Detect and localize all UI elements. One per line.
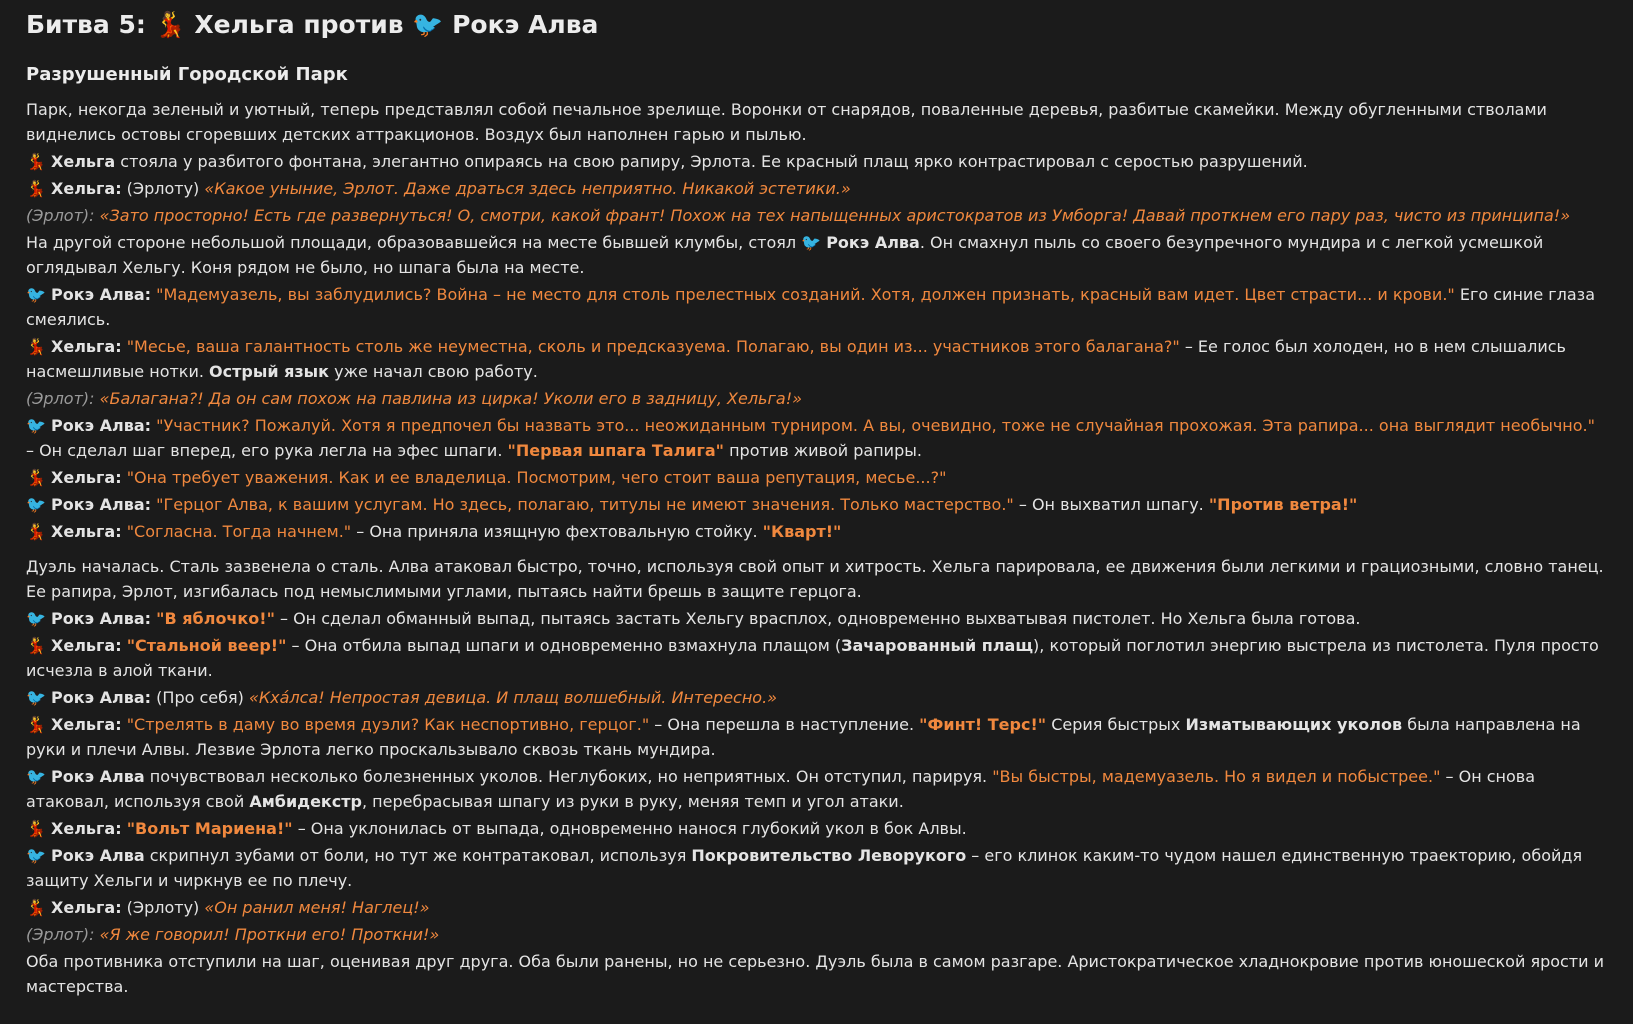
- narration-text: 🐦: [26, 767, 52, 786]
- bold-text: Покровительство Леворукого: [691, 846, 967, 865]
- story-paragraph: [26, 519, 1607, 544]
- narration-text: Парк, некогда зеленый и уютный, теперь представлял собой печальное зрелище. Воронки от снарядов, поваленные деревья, разбитые скамейки. Между обугленными стволами виднелись остовы сгоревших детских аттракционов. Воздух был наполнен гарью и пылью.: [26, 100, 1547, 144]
- bold-text: Хельга:: [51, 715, 122, 734]
- narration-text: Его синие глаза смеялись.: [26, 285, 1595, 329]
- narration-text: Серия быстрых: [1046, 715, 1186, 734]
- narration-text: – Он сделал обманный выпад, пытаясь застать Хельгу врасплох, одновременно выхватывая пистолет. Но Хельга была готова.: [274, 609, 1361, 628]
- bold-text: Рокэ Алва:: [51, 688, 152, 707]
- story-paragraph: [26, 633, 1607, 683]
- narration-text: – Ее голос был холоден, но в нем слышались насмешливые нотки.: [26, 337, 1566, 381]
- thought-line: «Он ранил меня! Наглец!»: [204, 898, 430, 917]
- narration-text: – Она отбила выпад шпаги и одновременно взмахнула плащом (: [286, 636, 842, 655]
- technique-callout: "Вольт Мариена!": [126, 819, 293, 838]
- story-paragraph: [26, 843, 1607, 893]
- narration-text: 🐦: [26, 416, 52, 435]
- bold-text: Хельга:: [51, 179, 122, 198]
- narration-text: почувствовал несколько болезненных уколов. Неглубоких, но неприятных. Он отступил, парируя.: [144, 767, 993, 786]
- story-paragraph: [26, 230, 1607, 280]
- story-paragraph: [26, 492, 1607, 517]
- bold-text: Хельга:: [51, 337, 122, 356]
- spoken-line: "Участник? Пожалуй. Хотя я предпочел бы назвать это... неожиданным турниром. А вы, очевидно, тоже не случайная прохожая. Эта рапира... она выглядит необычно.": [156, 416, 1595, 435]
- story-paragraph: [26, 922, 1607, 947]
- narration-text: (Про себя): [151, 688, 249, 707]
- narration-text: 💃: [26, 898, 52, 917]
- spoken-line: "Месье, ваша галантность столь же неуместна, сколь и предсказуема. Полагаю, вы один из... участников этого балагана?": [126, 337, 1180, 356]
- thought-line: «Кха́лса! Непростая девица. И плащ волшебный. Интересно.»: [248, 688, 778, 707]
- narration-text: уже начал свою работу.: [329, 362, 538, 381]
- spoken-line: "Она требует уважения. Как и ее владелица. Посмотрим, чего стоит ваша репутация, месье...?": [126, 468, 947, 487]
- narration-text: – Она уклонилась от выпада, одновременно нанося глубокий укол в бок Алвы.: [292, 819, 967, 838]
- bold-text: Зачарованный плащ: [841, 636, 1034, 655]
- narration-text: 💃: [26, 337, 52, 356]
- story-paragraph: [26, 334, 1607, 384]
- spoken-line: "Согласна. Тогда начнем.": [126, 522, 352, 541]
- narration-text: 🐦: [26, 609, 52, 628]
- technique-callout: "Стальной веер!": [126, 636, 287, 655]
- bold-text: Рокэ Алва: [826, 233, 920, 252]
- narration-text: На другой стороне небольшой площади, образовавшейся на месте бывшей клумбы, стоял 🐦: [26, 233, 827, 252]
- spoken-line: "Вы быстры, мадемуазель. Но я видел и побыстрее.": [992, 767, 1441, 786]
- battle-title: Битва 5: 💃 Хельга против 🐦 Рокэ Алва: [26, 10, 599, 39]
- technique-callout: "Против ветра!": [1208, 495, 1358, 514]
- narration-text: против живой рапиры.: [724, 441, 922, 460]
- bold-text: Хельга:: [51, 898, 122, 917]
- narration-text: 🐦: [26, 688, 52, 707]
- bold-text: Хельга:: [51, 819, 122, 838]
- bold-text: Рокэ Алва: [51, 767, 145, 786]
- narration-text: – Он выхватил шпагу.: [1013, 495, 1209, 514]
- technique-callout: "Первая шпага Талига": [507, 441, 724, 460]
- story-paragraph: [26, 149, 1607, 174]
- bold-text: Изматывающих уколов: [1185, 715, 1403, 734]
- narration-text: 💃: [26, 819, 52, 838]
- story-paragraph: [26, 554, 1607, 604]
- speaker-tag: (Эрлот):: [26, 389, 100, 408]
- story-paragraph: [26, 606, 1607, 631]
- narration-text: стояла у разбитого фонтана, элегантно опираясь на свою рапиру, Эрлота. Ее красный плащ ярко контрастировал с серостью разрушений.: [115, 152, 1308, 171]
- narration-text: – Она приняла изящную фехтовальную стойку.: [351, 522, 763, 541]
- narration-text: Оба противника отступили на шаг, оценивая друг друга. Оба были ранены, но не серьезно. Дуэль была в самом разгаре. Аристократическое хладнокровие против юношеской ярости и мастерства.: [26, 952, 1605, 996]
- narration-text: – Он сделал шаг вперед, его рука легла на эфес шпаги.: [26, 441, 508, 460]
- story-paragraph: [26, 386, 1607, 411]
- narration-text: 🐦: [26, 285, 52, 304]
- spoken-line: "Мадемуазель, вы заблудились? Война – не место для столь прелестных созданий. Хотя, должен признать, красный вам идет. Цвет страсти... и крови.": [156, 285, 1455, 304]
- story-paragraph: [26, 203, 1607, 228]
- bold-text: Рокэ Алва:: [51, 495, 152, 514]
- speaker-tag: (Эрлот):: [26, 206, 100, 225]
- narration-text: – Он снова атаковал, используя свой: [26, 767, 1536, 811]
- thought-line: «Зато просторно! Есть где развернуться! О, смотри, какой франт! Похож на тех напыщенных аристократов из Умборга! Давай проткнем его пару раз, чисто из принципа!»: [99, 206, 1571, 225]
- narration-text: была направлена на руки и плечи Алвы. Лезвие Эрлота легко проскальзывало сквозь ткань мундира.: [26, 715, 1581, 759]
- bold-text: Хельга: [51, 152, 116, 171]
- technique-callout: "Кварт!": [762, 522, 842, 541]
- spoken-line: "Герцог Алва, к вашим услугам. Но здесь, полагаю, титулы не имеют значения. Только мастерство.": [156, 495, 1014, 514]
- story-paragraph: [26, 764, 1607, 814]
- speaker-tag: (Эрлот):: [26, 925, 100, 944]
- narration-text: 🐦: [26, 495, 52, 514]
- story-paragraph: [26, 282, 1607, 332]
- bold-text: Хельга:: [51, 522, 122, 541]
- narration-text: 💃: [26, 636, 52, 655]
- narration-text: скрипнул зубами от боли, но тут же контратаковал, используя: [144, 846, 692, 865]
- narration-text: 💃: [26, 152, 52, 171]
- narration-text: 💃: [26, 715, 52, 734]
- narration-text: , перебрасывая шпагу из руки в руку, меняя темп и угол атаки.: [362, 792, 904, 811]
- thought-line: «Какое уныние, Эрлот. Даже драться здесь неприятно. Никакой эстетики.»: [204, 179, 851, 198]
- narration-text: ), который поглотил энергию выстрела из пистолета. Пуля просто исчезла в алой ткани.: [26, 636, 1599, 680]
- story-paragraph: [26, 895, 1607, 920]
- technique-callout: "В яблочко!": [156, 609, 275, 628]
- story-body: [26, 97, 1607, 999]
- bold-text: Амбидекстр: [249, 792, 362, 811]
- bold-text: Рокэ Алва:: [51, 416, 152, 435]
- narration-text: Дуэль началась. Сталь зазвенела о сталь. Алва атаковал быстро, точно, используя свой опыт и хитрость. Хельга парировала, ее движения были легкими и грациозными, словно танец. Ее рапира, Эрлот, изгибалась под немыслимыми углами, пытаясь найти брешь в защите герцога.: [26, 557, 1604, 601]
- narration-text: 💃: [26, 522, 52, 541]
- location-heading: Разрушенный Городской Парк: [26, 64, 348, 85]
- narration-text: – его клинок каким-то чудом нашел единственную траекторию, обойдя защиту Хельги и чиркнув ее по плечу.: [26, 846, 1583, 890]
- story-paragraph: [26, 97, 1607, 147]
- bold-text: Рокэ Алва: [51, 846, 145, 865]
- bold-text: Хельга:: [51, 636, 122, 655]
- story-paragraph: [26, 712, 1607, 762]
- story-paragraph: [26, 685, 1607, 710]
- story-paragraph: [26, 816, 1607, 841]
- bold-text: Хельга:: [51, 468, 122, 487]
- narration-text: 💃: [26, 179, 52, 198]
- bold-text: Рокэ Алва:: [51, 609, 152, 628]
- narration-text: 💃: [26, 468, 52, 487]
- technique-callout: "Финт! Терс!": [919, 715, 1047, 734]
- story-paragraph: [26, 465, 1607, 490]
- story-paragraph: [26, 176, 1607, 201]
- narration-text: – Она перешла в наступление.: [649, 715, 920, 734]
- spoken-line: "Стрелять в даму во время дуэли? Как неспортивно, герцог.": [126, 715, 650, 734]
- thought-line: «Балагана?! Да он сам похож на павлина из цирка! Уколи его в задницу, Хельга!»: [99, 389, 802, 408]
- story-paragraph: [26, 413, 1607, 463]
- narration-text: (Эрлоту): [121, 898, 205, 917]
- narration-text: (Эрлоту): [121, 179, 205, 198]
- thought-line: «Я же говорил! Проткни его! Проткни!»: [99, 925, 440, 944]
- bold-text: Рокэ Алва:: [51, 285, 152, 304]
- bold-text: Острый язык: [209, 362, 330, 381]
- narration-text: 🐦: [26, 846, 52, 865]
- story-paragraph: [26, 949, 1607, 999]
- narration-text: . Он смахнул пыль со своего безупречного мундира и с легкой усмешкой оглядывал Хельгу. Коня рядом не было, но шпага была на месте.: [26, 233, 1544, 277]
